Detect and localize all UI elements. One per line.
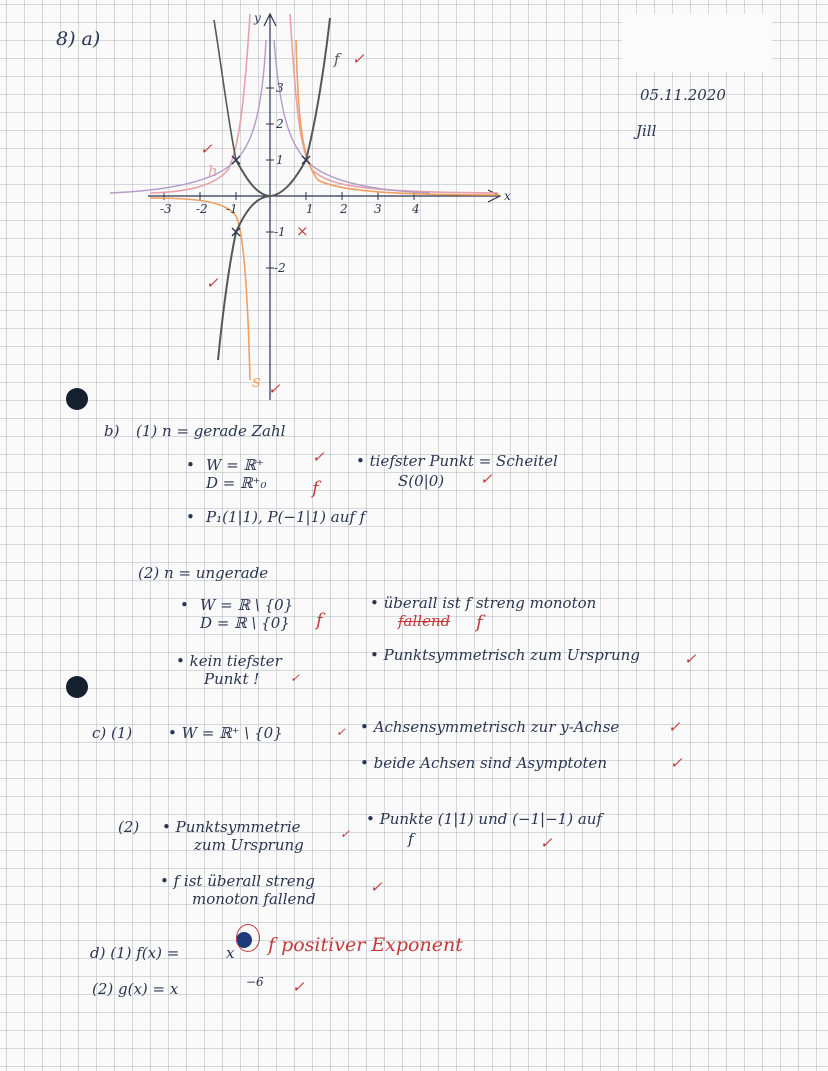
d1-base: x <box>226 944 235 962</box>
c2-monotone: • f ist überall streng <box>160 872 315 890</box>
curve-f-left-branch <box>214 20 236 160</box>
b2-domain: D = ℝ \ {0} <box>200 614 290 632</box>
check-mark: ✓ <box>312 448 325 466</box>
b1-heading: (1) n = gerade Zahl <box>136 422 286 440</box>
part-b-label: b) <box>104 422 120 440</box>
date: 05.11.2020 <box>640 86 726 104</box>
check-mark: ✓ <box>668 718 681 736</box>
x-tick: 1 <box>306 202 314 216</box>
curve-s-right <box>296 40 500 195</box>
x-tick: 3 <box>374 202 382 216</box>
check-mark: ✓ <box>540 834 553 852</box>
curve-label-s: s <box>252 372 261 392</box>
b2-bullet: • <box>180 596 189 614</box>
x-axis-label: x <box>504 189 511 203</box>
check-mark: ✓ <box>206 274 219 292</box>
b2-no-lowest: • kein tiefster <box>176 652 282 670</box>
student-name: Jill <box>636 122 657 140</box>
check-mark: ✓ <box>290 671 301 685</box>
check-mark: ✓ <box>370 878 383 896</box>
b2-range: W = ℝ \ {0} <box>200 596 294 614</box>
c1-range: • W = ℝ⁺ \ {0} <box>168 724 283 742</box>
check-mark: ✓ <box>352 50 365 68</box>
y-tick: -2 <box>274 261 286 275</box>
cross-mark: × <box>296 222 309 240</box>
punch-hole <box>66 676 88 698</box>
x-tick: -1 <box>226 202 238 216</box>
curve-h-left <box>150 14 250 193</box>
y-tick: -1 <box>274 225 286 239</box>
x-tick: 2 <box>340 202 348 216</box>
curve-f-odd <box>218 196 270 360</box>
x-tick: 4 <box>412 202 420 216</box>
b2-monotone: • überall ist f streng monoton <box>370 594 597 612</box>
curve-s-left <box>150 198 250 380</box>
b1-range: W = ℝ⁺ <box>206 456 264 474</box>
check-mark: ✓ <box>670 754 683 772</box>
check-mark: ✓ <box>684 650 697 668</box>
d1-expression: d) (1) f(x) = <box>90 944 180 962</box>
c1-axis-symmetry: • Achsensymmetrisch zur y-Achse <box>360 718 620 736</box>
c2-point-symmetry: • Punktsymmetrie <box>162 818 301 836</box>
b2-falling: fallend <box>398 612 451 630</box>
check-mark: ✓ <box>200 140 213 158</box>
b1-points: P₁(1|1), P(−1|1) auf f <box>206 508 366 526</box>
check-mark: ✓ <box>268 380 281 398</box>
wrong-mark: f <box>312 478 319 499</box>
b2-no-lowest-cont: Punkt ! <box>204 670 260 688</box>
task-number: 8) a) <box>56 28 101 50</box>
y-axis-label: y <box>254 11 261 25</box>
c2-f: f <box>408 830 414 848</box>
c2-falling: monoton fallend <box>192 890 316 908</box>
x-tick: -3 <box>160 202 172 216</box>
b1-vertex: S(0|0) <box>398 472 445 490</box>
b2-heading: (2) n = ungerade <box>138 564 269 582</box>
b1-bullet: • <box>186 508 195 526</box>
check-mark: ✓ <box>292 978 305 996</box>
curve-label-f: f <box>334 50 340 68</box>
curve-h-right <box>290 14 498 193</box>
d2-expression: (2) g(x) = x <box>92 980 179 998</box>
c1-asymptotes: • beide Achsen sind Asymptoten <box>360 754 608 772</box>
c2-origin: zum Ursprung <box>194 836 304 854</box>
part-c-label: c) (1) <box>92 724 133 742</box>
wrong-mark: f <box>316 610 323 631</box>
b1-bullet: • <box>186 456 195 474</box>
y-tick: 1 <box>276 153 284 167</box>
check-mark: ✓ <box>480 470 493 488</box>
curve-label-h: h <box>208 162 218 180</box>
d2-exponent: −6 <box>246 975 264 989</box>
d1-comment: f positiver Exponent <box>268 934 463 956</box>
correction-circle <box>236 924 260 952</box>
check-mark: ✓ <box>340 827 351 841</box>
y-tick: 2 <box>276 117 284 131</box>
b1-lowest-point: • tiefster Punkt = Scheitel <box>356 452 558 470</box>
check-mark: ✓ <box>336 725 347 739</box>
x-tick: -2 <box>196 202 208 216</box>
b1-domain: D = ℝ⁺₀ <box>206 474 267 492</box>
wrong-mark: f <box>476 612 483 633</box>
b2-point-symmetry: • Punktsymmetrisch zum Ursprung <box>370 646 640 664</box>
c2-points: • Punkte (1|1) und (−1|−1) auf <box>366 810 603 828</box>
y-tick: 3 <box>276 81 284 95</box>
c2-label: (2) <box>118 818 140 836</box>
